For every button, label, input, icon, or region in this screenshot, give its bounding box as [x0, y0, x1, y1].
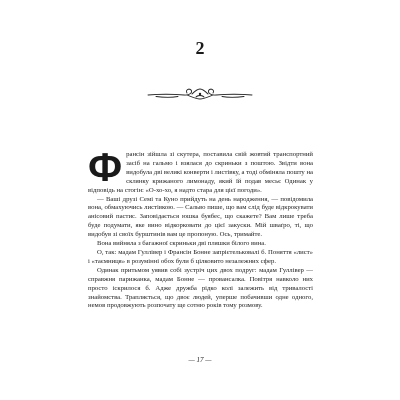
paragraph-5: Одинак притьмом уявив собі зустріч цих двох подруг: мадам Гуллівер — справжня парижанка, мадам Бонне — провансалка. Повітря навколо них просто іскрилося б. Адже дружба рідко колі залежить від тривалості знайомства. Трапляється, що двоє людей, уперше побачивши одне одного, немов продовжують розпочату ще сотню років тому розмову.: [88, 266, 313, 310]
page-number: — 17 —: [188, 356, 212, 364]
body-text: [88, 146, 313, 311]
paragraph-4: О, так: мадам Гуллівер і Франсін Бонне запрієтельковалі б. Поняття «лист» і «таємниця» в розумінні обох були б цілковито незалежних сфер.: [88, 248, 313, 265]
paragraph-1-text: рансін зійшла зі скутера, поставила свій жовтий транспортний засіб на гальмо і взялася до скриньки з поштою. Звідти вона видобула дві великі конверти і листівку, а тоді обміняла пошту на склянку крижаного лимонаду, який їй подав месьє Одинак у відповідь на стогін: «О-хо-хо, я надто стара для цієї погоди».: [88, 151, 313, 194]
drop-cap: Ф: [88, 146, 123, 190]
chapter-number: 2: [195, 38, 205, 58]
flourish-ornament-icon: [146, 84, 254, 104]
paragraph-3: Вона вийняла з багажної скриньки дві пляшки білого вина.: [97, 240, 266, 248]
paragraph-1: [88, 146, 313, 196]
paragraph-2: — Ваші друзі Семі та Куно прийдуть на день народження, — повідомила вона, обмахуючись листівкою. — Сальво пише, що вам слід буде відкрокувати анісовий пастис. Заповідається юшка буябес, що скажете? Вам лише треба буде подумати, яке вино відкорковати до цієї закуски. Мій шваґро, ті, що видобув зі своїх бурштинів вам це пропоную. Ось, тримайте.: [88, 195, 313, 239]
